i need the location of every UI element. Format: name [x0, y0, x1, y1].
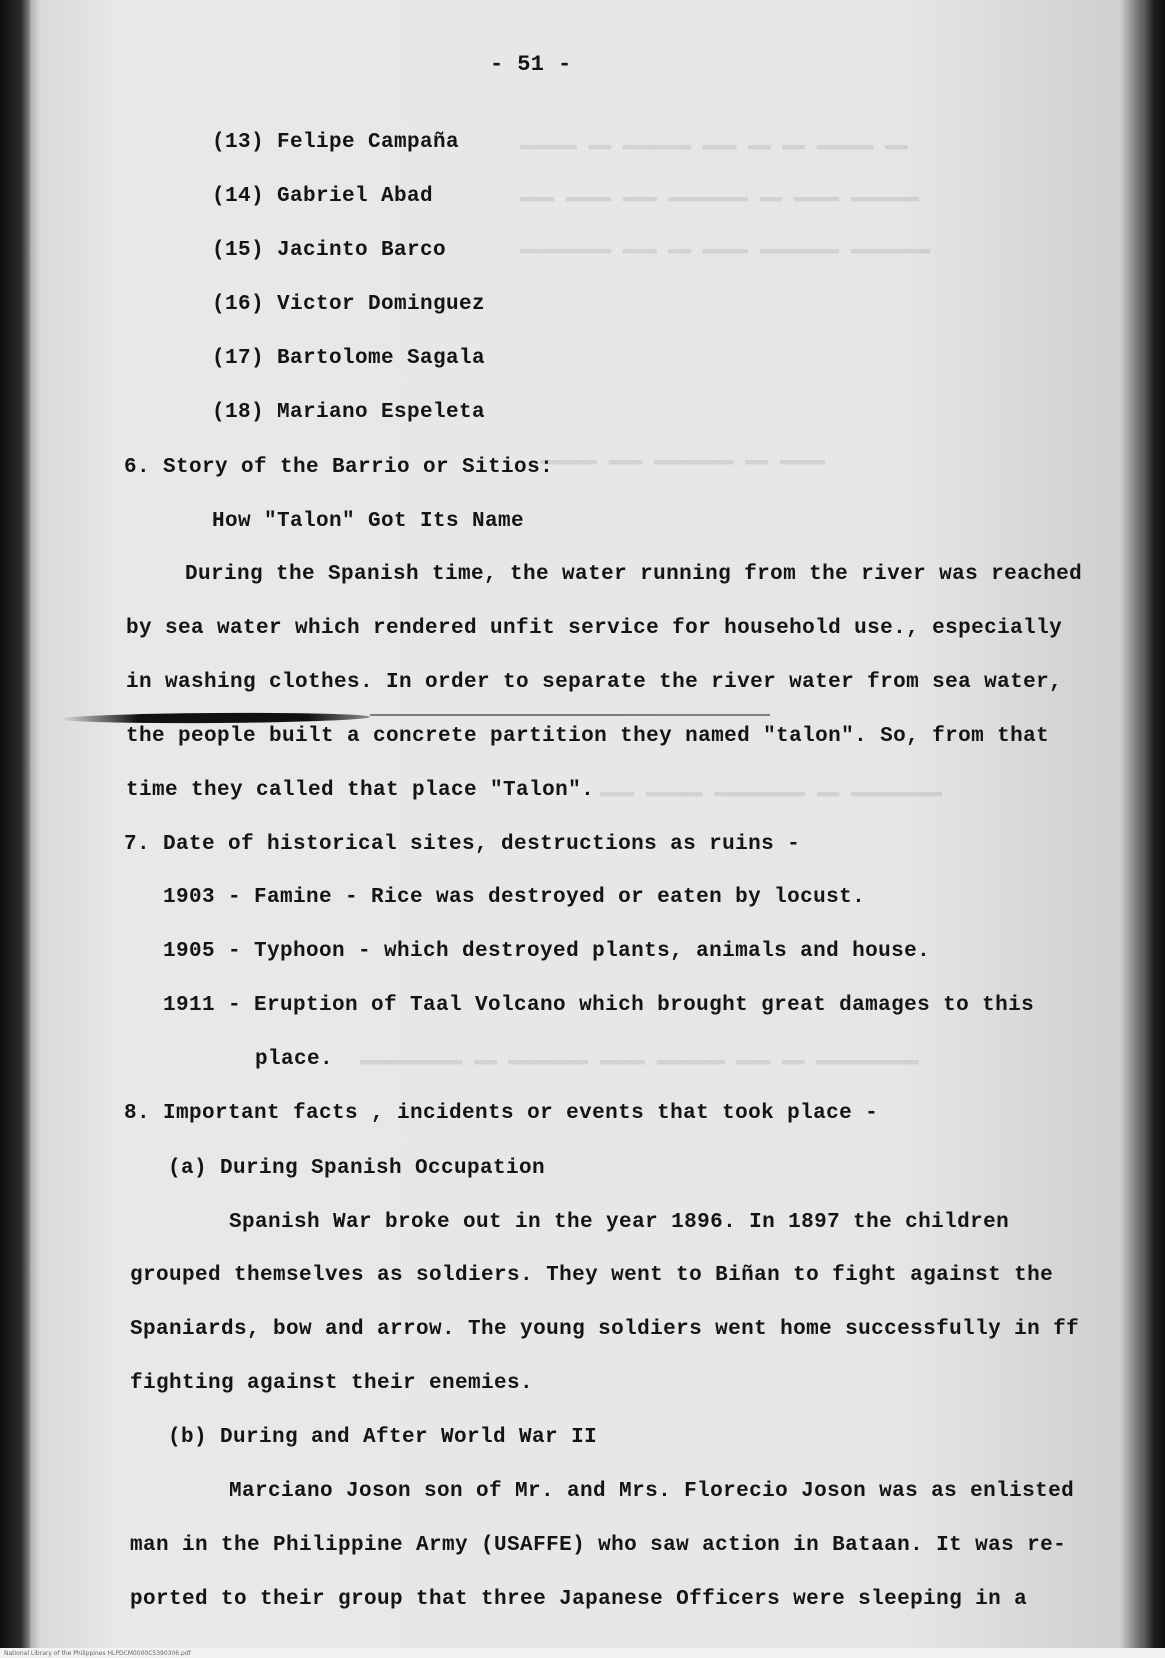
historical-event: 1905 - Typhoon - which destroyed plants, animals and house.	[163, 940, 931, 963]
section-6-paragraph-line: During the Spanish time, the water running from the river was reached	[185, 563, 1083, 586]
section-6-paragraph-line: the people built a concrete partition they named "talon". So, from that	[126, 725, 1050, 748]
section-7-heading: 7. Date of historical sites, destructions as ruins -	[124, 833, 801, 856]
historical-event: 1903 - Famine - Rice was destroyed or eaten by locust.	[163, 886, 866, 909]
section-6-paragraph-line: by sea water which rendered unfit service for household use., especially	[126, 617, 1063, 640]
section-8a-paragraph-line: Spaniards, bow and arrow. The young soldiers went home successfully in ff	[130, 1318, 1080, 1341]
name-list-item: (17) Bartolome Sagala	[212, 347, 486, 370]
section-8a-paragraph-line: Spanish War broke out in the year 1896. In 1897 the children	[229, 1211, 1010, 1234]
page-number: - 51 -	[490, 52, 572, 77]
right-binding-shadow	[1143, 0, 1165, 1658]
left-binding-shadow	[0, 0, 30, 1658]
name-list-item: (18) Mariano Espeleta	[212, 401, 486, 424]
section-6-paragraph-line: in washing clothes. In order to separate the river water from sea water,	[126, 671, 1063, 694]
section-8a-paragraph-line: grouped themselves as soldiers. They went to Biñan to fight against the	[130, 1264, 1054, 1287]
bleed-through-decoration: ▬▬▬▬▬▬▬▬ ▬▬ ▬▬▬▬▬▬▬▬ ▬▬▬▬▬ ▬▬▬	[600, 781, 943, 803]
historical-event-continuation: place.	[255, 1048, 334, 1071]
section-6-paragraph-line: time they called that place "Talon".	[126, 779, 595, 802]
section-8a-heading: (a) During Spanish Occupation	[168, 1157, 546, 1180]
bleed-through-decoration: ▬▬ ▬▬▬▬▬ ▬▬ ▬▬ ▬▬▬ ▬▬▬▬▬▬ ▬▬ ▬▬▬▬▬	[520, 134, 908, 156]
section-8-heading: 8. Important facts , incidents or events that took place -	[124, 1102, 879, 1125]
section-8b-paragraph-line: man in the Philippine Army (USAFFE) who saw action in Bataan. It was re-	[130, 1534, 1067, 1557]
name-list-item: (13) Felipe Campaña	[212, 131, 460, 154]
historical-event: 1911 - Eruption of Taal Volcano which brought great damages to this	[163, 994, 1035, 1017]
bleed-through-decoration: ▬▬▬▬▬▬▬▬▬ ▬▬ ▬▬▬ ▬▬▬▬▬▬ ▬▬▬▬ ▬▬▬▬▬▬▬ ▬▬ ▬▬▬▬▬▬▬▬▬	[360, 1049, 919, 1071]
name-list-item: (15) Jacinto Barco	[212, 239, 447, 262]
name-list-item: (16) Victor Dominguez	[212, 293, 486, 316]
bleed-through-decoration: ▬▬▬▬▬▬▬ ▬▬▬▬▬▬▬ ▬▬▬▬ ▬▬ ▬▬▬ ▬▬▬▬▬▬▬▬	[520, 238, 931, 260]
bleed-through-decoration: ▬▬▬▬ ▬▬ ▬▬▬▬▬▬▬ ▬▬▬ ▬▬▬▬▬	[540, 449, 826, 471]
section-8b-heading: (b) During and After World War II	[168, 1426, 598, 1449]
scan-scratch-mark	[370, 714, 770, 716]
name-list-item: (14) Gabriel Abad	[212, 185, 434, 208]
footer-source-text: National Library of the Philippines HLPDCM0000C5390306.pdf	[4, 1650, 191, 1657]
bleed-through-decoration: ▬▬▬▬▬▬ ▬▬▬▬ ▬▬ ▬▬▬▬▬▬▬ ▬▬▬ ▬▬▬▬ ▬▬▬	[520, 186, 920, 208]
section-8a-paragraph-line: fighting against their enemies.	[130, 1372, 534, 1395]
section-8b-paragraph-line: Marciano Joson son of Mr. and Mrs. Florecio Joson was as enlisted	[229, 1480, 1075, 1503]
section-8b-paragraph-line: ported to their group that three Japanese Officers were sleeping in a	[130, 1588, 1028, 1611]
section-6-heading: 6. Story of the Barrio or Sitios:	[124, 456, 554, 479]
section-6-subheading: How "Talon" Got Its Name	[212, 510, 525, 533]
